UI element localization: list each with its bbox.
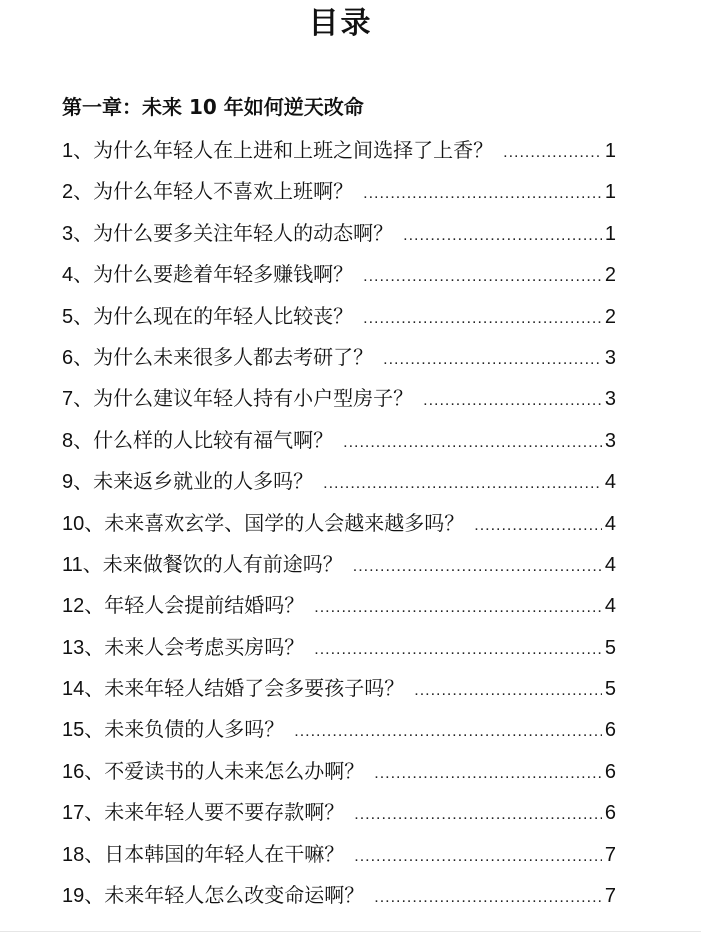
toc-entry-page-number: 3: [604, 429, 616, 452]
toc-entry-separator: 、: [84, 676, 105, 701]
toc-entry-separator: 、: [73, 179, 94, 204]
toc-entry-separator: 、: [82, 551, 103, 576]
toc-entry-title: 不爱读书的人未来怎么办啊？: [104, 758, 365, 783]
toc-entry[interactable]: [62, 130, 616, 171]
toc-entry[interactable]: [62, 296, 616, 337]
dot-leader: [314, 629, 602, 670]
toc-entry-number: 9: [62, 471, 74, 494]
toc-entry-number: 14: [62, 678, 85, 701]
dot-leader: [323, 463, 602, 504]
toc-entry-page-number: 6: [604, 802, 616, 825]
toc-entry-number: 17: [62, 802, 85, 825]
toc-entry[interactable]: [62, 627, 616, 668]
toc-entry[interactable]: [62, 420, 616, 461]
toc-entry-separator: 、: [73, 138, 94, 162]
toc-entry-page-number: 3: [604, 388, 616, 411]
dot-leader: [374, 877, 602, 918]
dot-leader: [383, 339, 602, 380]
toc-entry[interactable]: [62, 668, 616, 709]
chapter-heading: 第一章：未来 10 年如何逆天改命: [62, 95, 364, 119]
toc-entry-separator: 、: [84, 883, 105, 908]
toc-entry-page-number: 4: [604, 553, 616, 576]
toc-entry-number: 3: [62, 222, 74, 245]
toc-entry-number: 16: [62, 760, 85, 783]
toc-entry-title: 年轻人会提前结婚吗？: [104, 593, 305, 618]
dot-leader: [343, 422, 602, 463]
dot-leader: [423, 380, 602, 421]
toc-entry-title: 为什么建议年轻人持有小户型房子？: [93, 386, 414, 411]
toc-entry[interactable]: [62, 709, 616, 750]
toc-entry-page-number: 2: [604, 305, 616, 328]
toc-entry[interactable]: [62, 254, 616, 295]
toc-entry-page-number: 4: [604, 471, 616, 494]
toc-entry-separator: 、: [73, 427, 94, 452]
toc-entry-title: 为什么未来很多人都去考研了？: [93, 344, 374, 369]
toc-entry-separator: 、: [73, 344, 94, 369]
toc-entry-page-number: 4: [604, 595, 616, 618]
toc-entry-separator: 、: [73, 303, 94, 328]
toc-entry-separator: 、: [73, 386, 94, 411]
toc-entry[interactable]: [62, 503, 616, 544]
dot-leader: [353, 546, 602, 587]
toc-entry-number: 13: [62, 636, 85, 659]
dot-leader: [354, 836, 602, 877]
toc-entry[interactable]: [62, 544, 616, 585]
toc-entry-title: 为什么年轻人在上进和上班之间选择了上香？: [93, 138, 494, 162]
toc-entry-number: 2: [62, 181, 74, 204]
toc-entry-number: 4: [62, 264, 74, 287]
toc-entry-title: 未来年轻人结婚了会多要孩子吗？: [104, 676, 405, 701]
toc-entry-number: 10: [62, 512, 85, 535]
dot-leader: [374, 753, 602, 794]
toc-entry-page-number: 5: [604, 678, 616, 701]
toc-entry-separator: 、: [84, 800, 105, 825]
toc-entry-title: 未来人会考虑买房吗？: [104, 634, 305, 659]
toc-entry-title: 未来返乡就业的人多吗？: [93, 469, 314, 494]
toc-entry-separator: 、: [84, 634, 105, 659]
toc-entry-number: 12: [62, 595, 85, 618]
toc-entry-title: 未来年轻人要不要存款啊？: [104, 800, 345, 825]
toc-entry[interactable]: [62, 378, 616, 419]
toc-entry-page-number: 1: [604, 181, 616, 204]
toc-entry-title: 为什么年轻人不喜欢上班啊？: [93, 179, 354, 204]
toc-entry-number: 11: [62, 553, 83, 576]
toc-entry-separator: 、: [84, 717, 105, 742]
toc-entry-title: 未来喜欢玄学、国学的人会越来越多吗？: [104, 510, 465, 535]
toc-entry-page-number: 7: [604, 843, 616, 866]
toc-entry-page-number: 3: [604, 346, 616, 369]
toc-entry-separator: 、: [84, 510, 105, 535]
toc-entry-number: 7: [62, 388, 74, 411]
toc-entry-page-number: 7: [604, 885, 616, 908]
dot-leader: [294, 711, 602, 752]
toc-entry-separator: 、: [73, 469, 94, 494]
toc-entry-number: 8: [62, 429, 74, 452]
toc-entry[interactable]: [62, 875, 616, 916]
dot-leader: [363, 298, 602, 339]
toc-entry-number: 6: [62, 346, 74, 369]
dot-leader: [403, 215, 602, 256]
toc-entry-title: 未来做餐饮的人有前途吗？: [102, 551, 343, 576]
dot-leader: [474, 505, 602, 546]
toc-entry-title: 什么样的人比较有福气啊？: [93, 427, 334, 452]
dot-leader: [414, 670, 602, 711]
toc-entry-number: 18: [62, 843, 85, 866]
toc-entry-number: 1: [62, 140, 74, 162]
toc-entry[interactable]: [62, 461, 616, 502]
toc-entry-separator: 、: [73, 262, 94, 287]
toc-entry[interactable]: [62, 751, 616, 792]
table-of-contents: [62, 130, 616, 916]
dot-leader: [363, 173, 602, 214]
toc-entry[interactable]: [62, 834, 616, 875]
page-title: 目录: [308, 6, 373, 41]
toc-entry-number: 15: [62, 719, 85, 742]
toc-entry-title: 未来负债的人多吗？: [104, 717, 285, 742]
dot-leader: [363, 256, 602, 297]
toc-entry-page-number: 2: [604, 264, 616, 287]
toc-entry-separator: 、: [84, 841, 105, 866]
toc-entry[interactable]: [62, 585, 616, 626]
toc-entry-title: 日本韩国的年轻人在干嘛？: [104, 841, 345, 866]
toc-entry-page-number: 5: [604, 636, 616, 659]
dot-leader: [314, 587, 602, 628]
toc-entry-page-number: 1: [604, 222, 616, 245]
toc-entry[interactable]: [62, 171, 616, 212]
dot-leader: [354, 794, 602, 835]
toc-entry-title: 为什么现在的年轻人比较丧？: [93, 303, 354, 328]
toc-entry[interactable]: [62, 213, 616, 254]
toc-entry-separator: 、: [84, 758, 105, 783]
toc-entry-separator: 、: [73, 220, 94, 245]
toc-entry[interactable]: [62, 337, 616, 378]
toc-entry-number: 5: [62, 305, 74, 328]
toc-entry-page-number: 4: [604, 512, 616, 535]
toc-entry[interactable]: [62, 792, 616, 833]
toc-entry-number: 19: [62, 885, 85, 908]
toc-entry-title: 未来年轻人怎么改变命运啊？: [104, 883, 365, 908]
dot-leader: [503, 132, 602, 173]
toc-entry-separator: 、: [84, 593, 105, 618]
toc-entry-title: 为什么要趁着年轻多赚钱啊？: [93, 262, 354, 287]
toc-entry-title: 为什么要多关注年轻人的动态啊？: [93, 220, 394, 245]
toc-entry-page-number: 1: [604, 140, 616, 162]
toc-entry-page-number: 6: [604, 719, 616, 742]
page-bottom-divider: [0, 931, 701, 932]
toc-entry-page-number: 6: [604, 760, 616, 783]
